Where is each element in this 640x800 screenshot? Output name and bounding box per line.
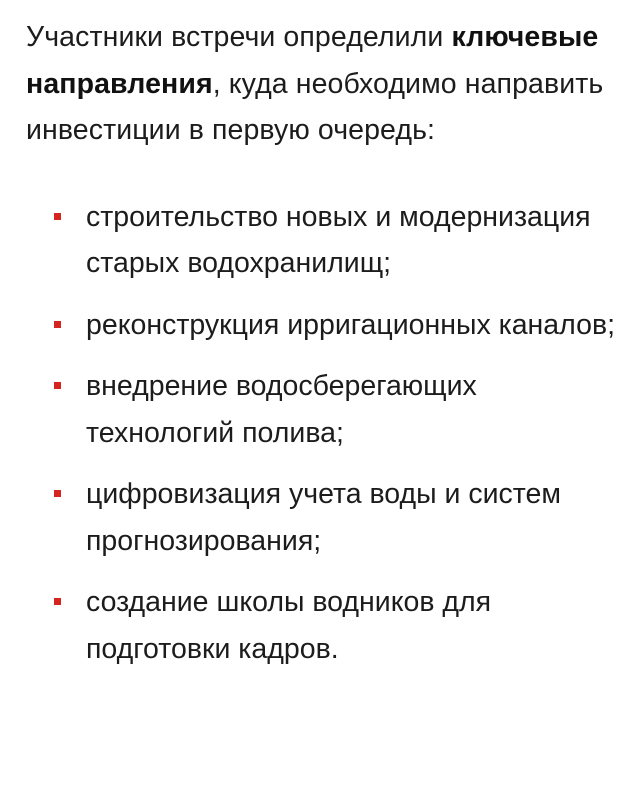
list-item <box>26 471 616 564</box>
intro-bold-phrase: ключевые направления <box>26 21 599 100</box>
square-bullet-icon <box>54 382 61 389</box>
square-bullet-icon <box>54 213 61 220</box>
intro-text-before: Участники встречи определили <box>26 21 452 53</box>
list-item <box>26 579 616 672</box>
square-bullet-icon <box>54 321 61 328</box>
list-item-text: цифровизация учета воды и систем прогнозирования; <box>86 478 561 557</box>
intro-text-after: , куда необходимо направить инвестиции в первую очередь: <box>26 67 604 146</box>
directions-list <box>26 194 616 673</box>
list-item-text: реконструкция ирригационных каналов; <box>86 308 616 341</box>
list-item <box>26 194 616 287</box>
list-item <box>26 302 616 349</box>
list-item-text: строительство новых и модернизация старых водохранилищ; <box>86 200 591 279</box>
list-item-text: внедрение водосберегающих технологий полива; <box>86 370 477 449</box>
square-bullet-icon <box>54 598 61 605</box>
list-item <box>26 363 616 456</box>
intro-paragraph <box>26 14 616 154</box>
list-item-text: создание школы водников для подготовки кадров. <box>86 586 492 665</box>
square-bullet-icon <box>54 490 61 497</box>
